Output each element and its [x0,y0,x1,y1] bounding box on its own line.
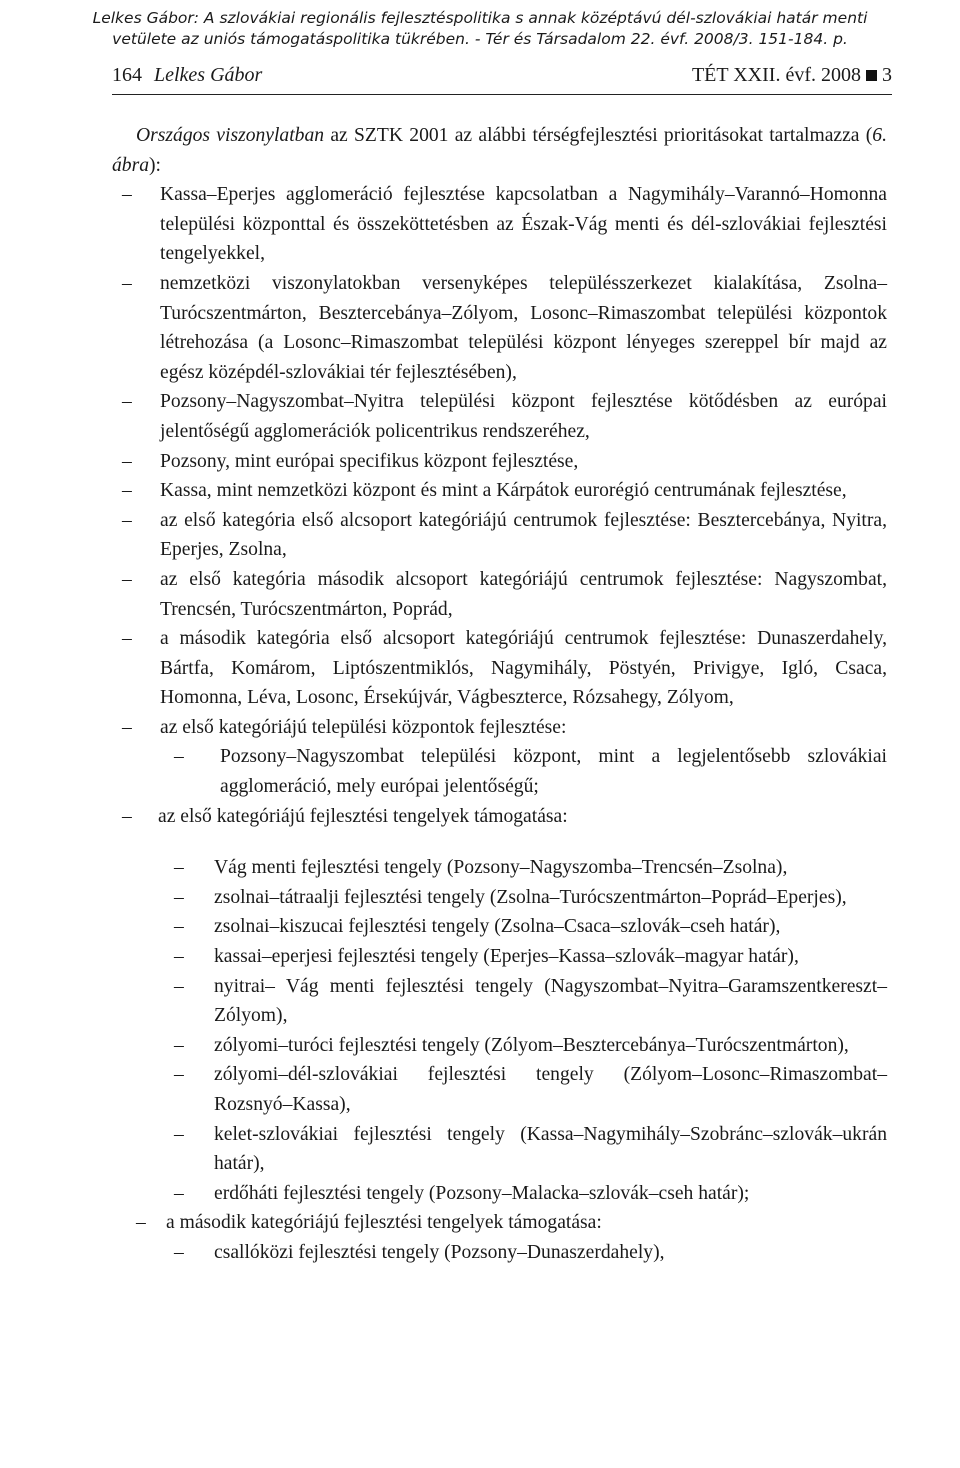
sub-list-item [112,1060,887,1119]
square-bullet-icon [866,70,877,81]
dash-bullet: – [122,568,132,590]
dash-bullet: – [174,1064,184,1086]
dash-bullet: – [122,480,132,502]
list-item-text: Pozsony–Nagyszombat–Nyitra települési központ fejlesztése kötődésben az európai jelentőségű agglomerációk policentrikus rendszeréhez, [160,391,887,442]
priority-list [112,180,887,1267]
sub-list-item [112,1238,887,1268]
list-item-text: nyitrai– Vág menti fejlesztési tengely (Nagyszombat–Nyitra–Garamszentkereszt–Zólyom), [214,975,887,1027]
intro-paragraph [112,121,887,180]
dash-bullet: – [174,746,184,768]
list-item-text: az első kategóriájú települési központok fejlesztése: [160,716,567,738]
list-item [112,565,887,624]
journal-name: TÉT XXII. évf. 2008 [691,64,861,86]
list-item-text: Pozsony, mint európai specifikus központ fejlesztése, [160,450,579,472]
sub-list-item [112,853,887,883]
dash-bullet: – [174,1241,184,1263]
list-item [112,387,887,446]
list-item-text: Kassa–Eperjes agglomeráció fejlesztése kapcsolatban a Nagymihály–Varannó–Homonna települési központtal és összeköttetésben az Észak-Vág menti és dél-szlovákiai fejlesztési tengelyekkel, [160,184,887,265]
sub-list-item [112,1179,887,1209]
sub-list-item [112,742,887,801]
list-item-text: kelet-szlovákiai fejlesztési tengely (Kassa–Nagymihály–Szobránc–szlovák–ukrán határ), [214,1123,887,1175]
dash-bullet: – [122,184,132,206]
list-item-text: a második kategória első alcsoport kategóriájú centrumok fejlesztése: Dunaszerdahely, Bártfa, Komárom, Liptószentmiklós, Nagymihály, Pöstyén, Privigye, Igló, Csaca, Homonna, Léva, Losonc, Érsekújvár, Vágbeszterce, Rózsahegy, Zólyom, [160,628,887,709]
list-item-text: zsolnai–kiszucai fejlesztési tengely (Zsolna–Csaca–szlovák–cseh határ), [214,916,781,938]
list-item-text: zólyomi–turóci fejlesztési tengely (Zólyom–Besztercebánya–Turócszentmárton), [214,1034,849,1056]
list-item-text: kassai–eperjesi fejlesztési tengely (Eperjes–Kassa–szlovák–magyar határ), [214,946,799,968]
dash-bullet: – [174,1123,184,1145]
list-item-text: zólyomi–dél-szlovákiai fejlesztési tengely (Zólyom–Losonc–Rimaszombat–Rozsnyó–Kassa), [214,1064,887,1115]
list-item [112,180,887,269]
figure-reference: 6. ábra [112,125,887,176]
page-number: 164 [112,64,142,86]
dash-bullet: – [122,450,132,472]
intro-italic-lead: Országos viszonylatban [136,125,325,146]
list-item [112,802,887,832]
dash-bullet: – [122,716,132,738]
sub-list-item [112,912,887,942]
running-head-right [692,64,892,87]
running-head-left [112,64,262,87]
dash-bullet: – [174,1034,184,1056]
citation-line-2: vetülete az uniós támogatáspolitika tükrében. - Tér és Társadalom 22. évf. 2008/3. 151-184. p. [112,30,848,48]
list-item [112,713,887,743]
dash-bullet: – [174,886,184,908]
list-item-text: az első kategóriájú fejlesztési tengelyek támogatása: [158,805,568,827]
list-item-text: Vág menti fejlesztési tengely (Pozsony–Nagyszomba–Trencsén–Zsolna), [214,857,788,879]
dash-bullet: – [122,391,132,413]
list-item-text: az első kategória első alcsoport kategóriájú centrumok fejlesztése: Besztercebánya, Nyitra, Eperjes, Zsolna, [160,509,887,561]
list-item-text: zsolnai–tátraalji fejlesztési tengely (Zsolna–Turócszentmárton–Poprád–Eperjes), [214,886,847,908]
list-item [112,447,887,477]
list-item-text: csallóközi fejlesztési tengely (Pozsony–Dunaszerdahely), [214,1241,665,1263]
citation-line-1: Lelkes Gábor: A szlovákiai regionális fejlesztéspolitika s annak középtávú dél-szlovákiai határ menti [92,9,868,27]
issue-number: 3 [882,64,892,86]
body-text [112,121,887,1268]
dash-bullet: – [122,805,132,827]
list-item-text: nemzetközi viszonylatokban versenyképes településszerkezet kialakítása, Zsolna–Turócszentmárton, Besztercebánya–Zólyom, Losonc–Rimaszombat települési központok létrehozása (a Losonc–Rimaszombat települési központ lényeges szereppel bír majd az egész középdél-szlovákiai tér fejlesztésében), [160,272,887,383]
running-head [112,64,892,95]
dash-bullet: – [174,975,184,997]
sub-list-item [112,972,887,1031]
list-item-text: Pozsony–Nagyszombat települési központ, mint a legjelentősebb szlovákiai agglomeráció, mely európai jelentőségű; [220,746,887,798]
intro-suffix: ): [149,154,161,176]
citation-header [0,8,960,50]
list-item-text: erdőháti fejlesztési tengely (Pozsony–Malacka–szlovák–cseh határ); [214,1182,750,1204]
list-item-text: az első kategória második alcsoport kategóriájú centrumok fejlesztése: Nagyszombat, Trencsén, Turócszentmárton, Poprád, [160,568,887,620]
dash-bullet: – [122,628,132,650]
dash-bullet: – [174,946,184,968]
sub-list-item [112,1031,887,1061]
dash-bullet: – [122,509,132,531]
sub-list-item [112,1120,887,1179]
intro-text: az SZTK 2001 az alábbi térségfejlesztési prioritásokat tartalmazza ( [324,125,873,146]
author-name: Lelkes Gábor [154,64,263,86]
list-item [112,269,887,387]
list-item [112,1208,887,1238]
list-item-text: a második kategóriájú fejlesztési tengelyek támogatása: [166,1212,602,1234]
list-item [112,506,887,565]
dash-bullet: – [174,1182,184,1204]
sub-list-item [112,883,887,913]
list-item [112,476,887,506]
dash-bullet: – [122,272,132,294]
dash-bullet: – [174,857,184,879]
list-item-text: Kassa, mint nemzetközi központ és mint a Kárpátok eurorégió centrumának fejlesztése, [160,480,847,502]
dash-bullet: – [136,1212,146,1234]
sub-list-item [112,942,887,972]
list-item [112,624,887,713]
dash-bullet: – [174,916,184,938]
